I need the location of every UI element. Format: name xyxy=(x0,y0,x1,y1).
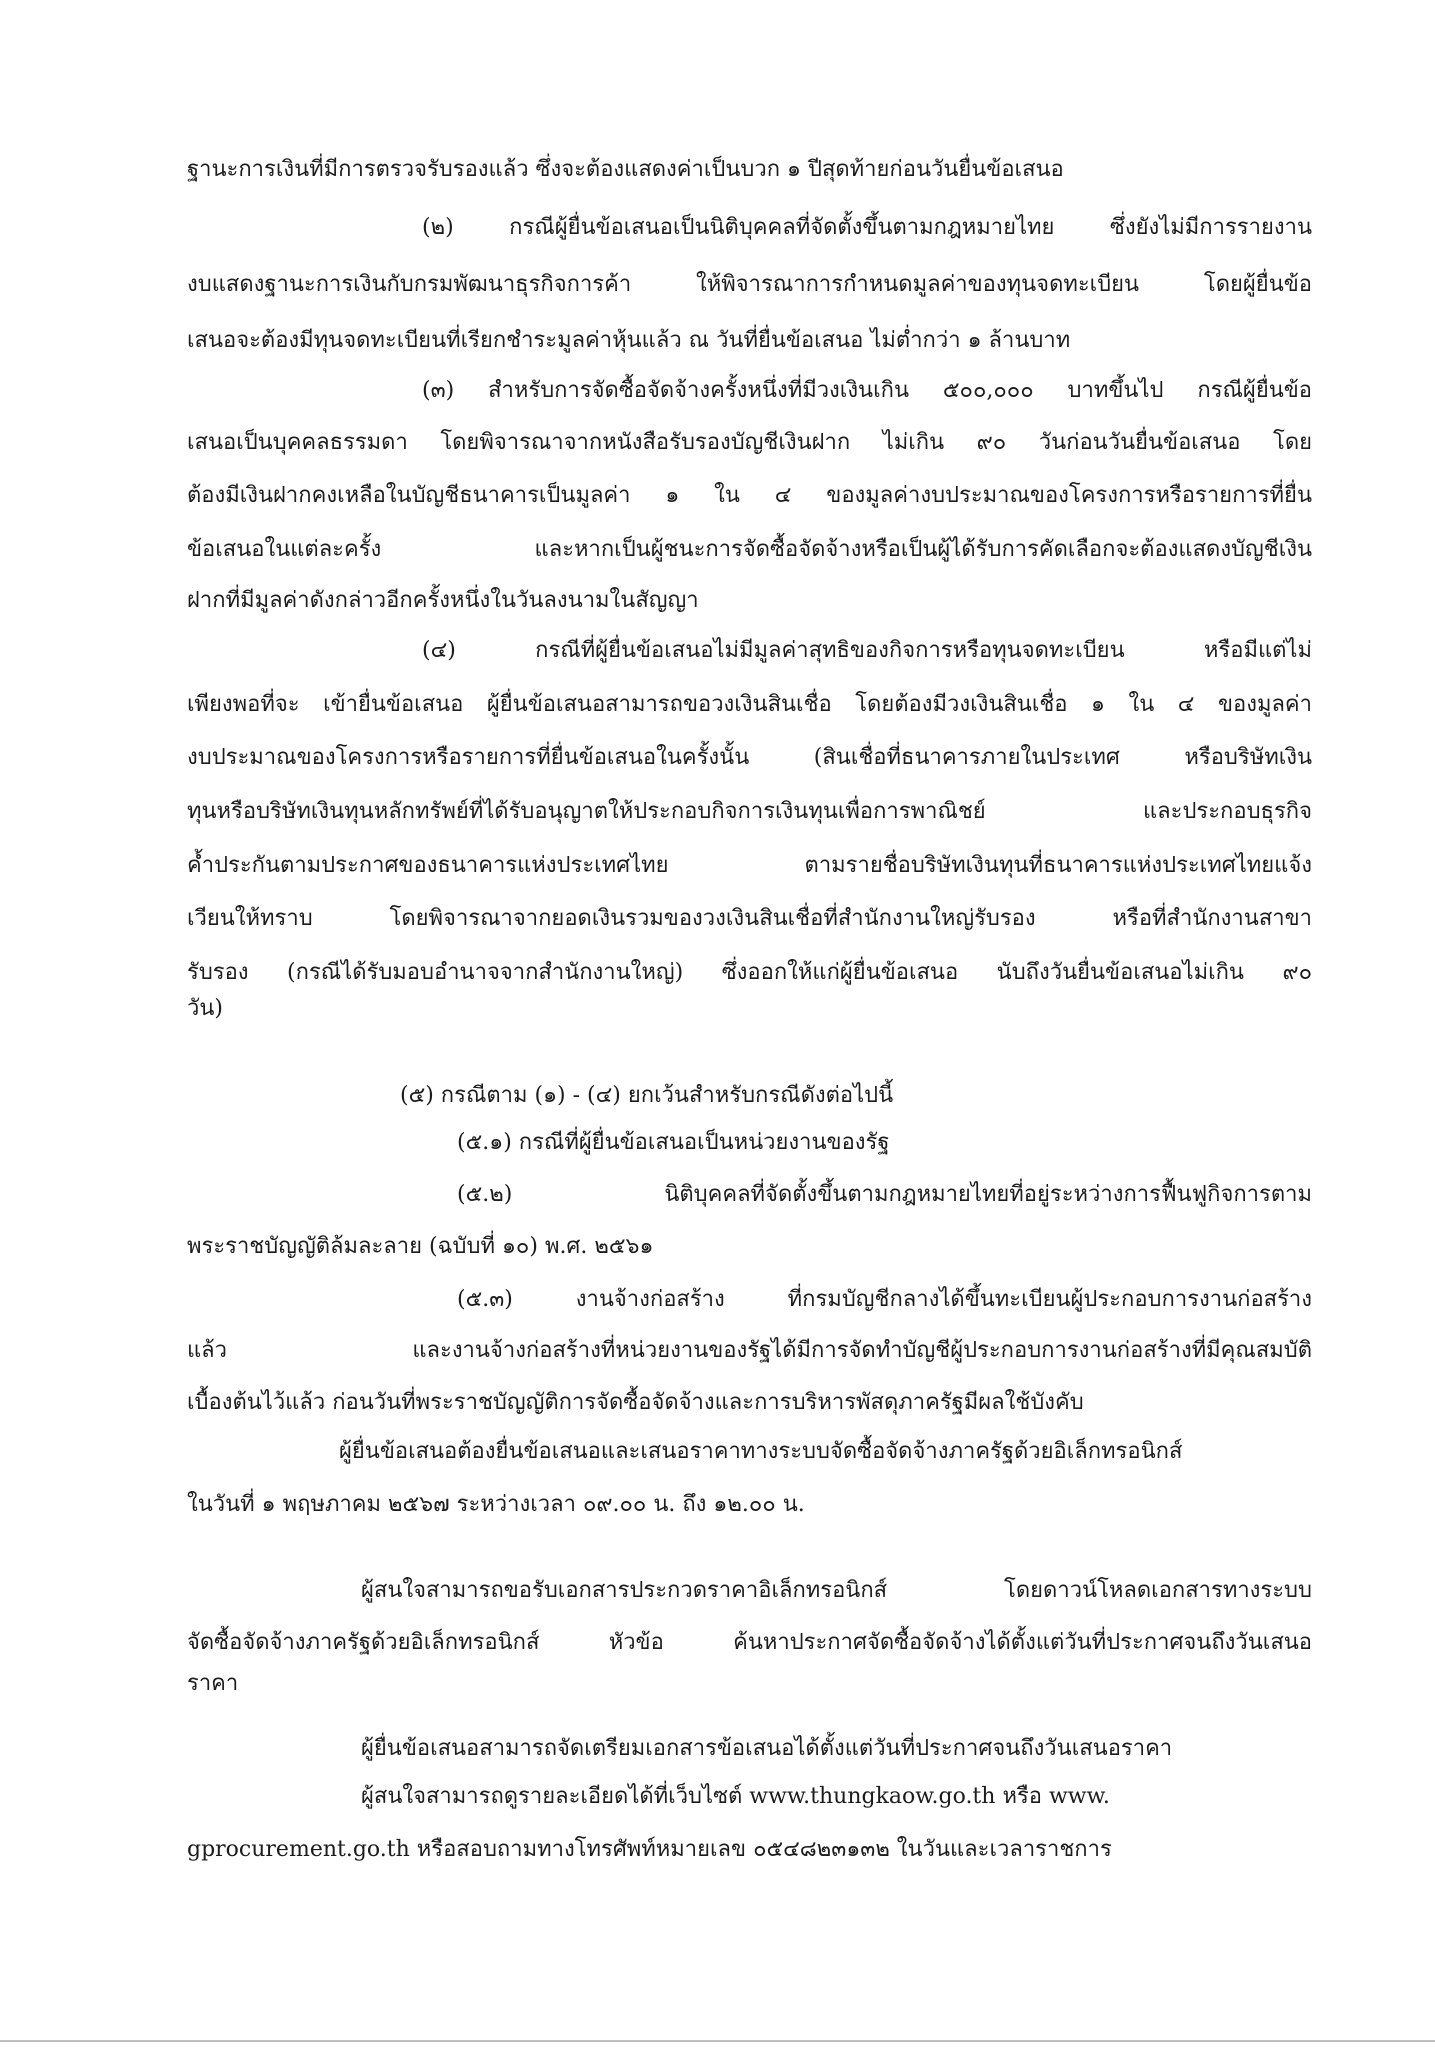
paragraph-2-line-1: (๒) กรณีผู้ยื่นข้อเสนอเป็นนิติบุคคลที่จัดตั้งขึ้นตามกฎหมายไทย ซึ่งยังไม่มีการรายงาน xyxy=(422,215,1312,240)
paragraph-9-line-1: ผู้สนใจสามารถดูรายละเอียดได้ที่เว็บไซต์ www.thungkaow.go.th หรือ www. xyxy=(361,1784,1110,1809)
paragraph-4-line-5: ค้ำประกันตามประกาศของธนาคารแห่งประเทศไทย ตามรายชื่อบริษัทเงินทุนที่ธนาคารแห่งประเทศไทยแจ้ง xyxy=(187,853,1312,878)
paragraph-3-line-2: เสนอเป็นบุคคลธรรมดา โดยพิจารณาจากหนังสือรับรองบัญชีเงินฝาก ไม่เกิน ๙๐ วันก่อนวันยื่นข้อเสนอ โดย xyxy=(187,430,1312,455)
paragraph-3-line-5: ฝากที่มีมูลค่าดังกล่าวอีกครั้งหนึ่งในวันลงนามในสัญญา xyxy=(187,588,699,613)
paragraph-3-line-1: (๓) สำหรับการจัดซื้อจัดจ้างครั้งหนึ่งที่มีวงเงินเกิน ๕๐๐,๐๐๐ บาทขึ้นไป กรณีผู้ยื่นข้อ xyxy=(422,378,1312,403)
paragraph-5-3-line-1: (๕.๓) งานจ้างก่อสร้าง ที่กรมบัญชีกลางได้ขึ้นทะเบียนผู้ประกอบการงานก่อสร้าง xyxy=(457,1287,1312,1312)
paragraph-7-line-1: ผู้สนใจสามารถขอรับเอกสารประกวดราคาอิเล็กทรอนิกส์ โดยดาวน์โหลดเอกสารทางระบบ xyxy=(361,1578,1312,1603)
paragraph-4-line-1: (๔) กรณีที่ผู้ยื่นข้อเสนอไม่มีมูลค่าสุทธิของกิจการหรือทุนจดทะเบียน หรือมีแต่ไม่ xyxy=(422,638,1312,663)
paragraph-4-line-4: ทุนหรือบริษัทเงินทุนหลักทรัพย์ที่ได้รับอนุญาตให้ประกอบกิจการเงินทุนเพื่อการพาณิชย์ และประกอบธุรกิจ xyxy=(187,799,1312,824)
paragraph-2-line-2: งบแสดงฐานะการเงินกับกรมพัฒนาธุรกิจการค้า ให้พิจารณาการกำหนดมูลค่าของทุนจดทะเบียน โดยผู้ยื่นข้อ xyxy=(187,272,1312,297)
scan-bottom-edge xyxy=(0,2040,1435,2042)
paragraph-3-line-3: ต้องมีเงินฝากคงเหลือในบัญชีธนาคารเป็นมูลค่า ๑ ใน ๔ ของมูลค่างบประมาณของโครงการหรือรายการที่ยื่น xyxy=(187,483,1312,508)
paragraph-6-line-1: ผู้ยื่นข้อเสนอต้องยื่นข้อเสนอและเสนอราคาทางระบบจัดซื้อจัดจ้างภาครัฐด้วยอิเล็กทรอนิกส์ xyxy=(339,1439,1183,1464)
paragraph-5-3-line-3: เบื้องต้นไว้แล้ว ก่อนวันที่พระราชบัญญัติการจัดซื้อจัดจ้างและการบริหารพัสดุภาครัฐมีผลใช้บังคับ xyxy=(187,1390,1084,1415)
paragraph-4-line-6: เวียนให้ทราบ โดยพิจารณาจากยอดเงินรวมของวงเงินสินเชื่อที่สำนักงานใหญ่รับรอง หรือที่สำนักงานสาขา xyxy=(187,906,1312,931)
paragraph-9-line-2: gprocurement.go.th หรือสอบถามทางโทรศัพท์หมายเลข ๐๕๔๘๒๓๑๓๒ ในวันและเวลาราชการ xyxy=(187,1837,1112,1862)
paragraph-4-line-3: งบประมาณของโครงการหรือรายการที่ยื่นข้อเสนอในครั้งนั้น (สินเชื่อที่ธนาคารภายในประเทศ หรือบริษัทเงิน xyxy=(187,745,1312,770)
paragraph-5-2-line-2: พระราชบัญญัติล้มละลาย (ฉบับที่ ๑๐) พ.ศ. ๒๕๖๑ xyxy=(187,1234,654,1259)
paragraph-7-line-2: จัดซื้อจัดจ้างภาครัฐด้วยอิเล็กทรอนิกส์ หัวข้อ ค้นหาประกาศจัดซื้อจัดจ้างได้ตั้งแต่วันที่ประกาศจนถึงวันเสนอ xyxy=(187,1630,1312,1655)
paragraph-1-line-1: ฐานะการเงินที่มีการตรวจรับรองแล้ว ซึ่งจะต้องแสดงค่าเป็นบวก ๑ ปีสุดท้ายก่อนวันยื่นข้อเสนอ xyxy=(187,157,1064,182)
paragraph-3-line-4: ข้อเสนอในแต่ละครั้ง และหากเป็นผู้ชนะการจัดซื้อจัดจ้างหรือเป็นผู้ได้รับการคัดเลือกจะต้องแสดงบัญชีเงิน xyxy=(187,537,1312,562)
paragraph-4-line-7: รับรอง (กรณีได้รับมอบอำนาจจากสำนักงานใหญ่) ซึ่งออกให้แก่ผู้ยื่นข้อเสนอ นับถึงวันยื่นข้อเสนอไม่เกิน ๙๐ xyxy=(187,960,1312,985)
paragraph-6-line-2: ในวันที่ ๑ พฤษภาคม ๒๕๖๗ ระหว่างเวลา ๐๙.๐๐ น. ถึง ๑๒.๐๐ น. xyxy=(187,1492,805,1517)
paragraph-4-line-8: วัน) xyxy=(187,996,223,1021)
paragraph-5-1-line-1: (๕.๑) กรณีที่ผู้ยื่นข้อเสนอเป็นหน่วยงานของรัฐ xyxy=(457,1130,890,1155)
paragraph-8-line-1: ผู้ยื่นข้อเสนอสามารถจัดเตรียมเอกสารข้อเสนอได้ตั้งแต่วันที่ประกาศจนถึงวันเสนอราคา xyxy=(361,1736,1173,1761)
paragraph-5-3-line-2: แล้ว และงานจ้างก่อสร้างที่หน่วยงานของรัฐได้มีการจัดทำบัญชีผู้ประกอบการงานก่อสร้างที่มีคุณสมบัติ xyxy=(187,1338,1312,1363)
paragraph-5-2-line-1: (๕.๒) นิติบุคคลที่จัดตั้งขึ้นตามกฎหมายไทยที่อยู่ระหว่างการฟื้นฟูกิจการตาม xyxy=(457,1182,1312,1207)
paragraph-5-line-1: (๕) กรณีตาม (๑) - (๔) ยกเว้นสำหรับกรณีดังต่อไปนี้ xyxy=(400,1083,894,1108)
paragraph-7-line-3: ราคา xyxy=(187,1671,239,1696)
paragraph-2-line-3: เสนอจะต้องมีทุนจดทะเบียนที่เรียกชำระมูลค่าหุ้นแล้ว ณ วันที่ยื่นข้อเสนอ ไม่ต่ำกว่า ๑ ล้านบาท xyxy=(187,328,1071,353)
paragraph-4-line-2: เพียงพอที่จะ เข้ายื่นข้อเสนอ ผู้ยื่นข้อเสนอสามารถขอวงเงินสินเชื่อ โดยต้องมีวงเงินสินเชื่อ ๑ ใน ๔ ของมูลค่า xyxy=(187,692,1312,717)
